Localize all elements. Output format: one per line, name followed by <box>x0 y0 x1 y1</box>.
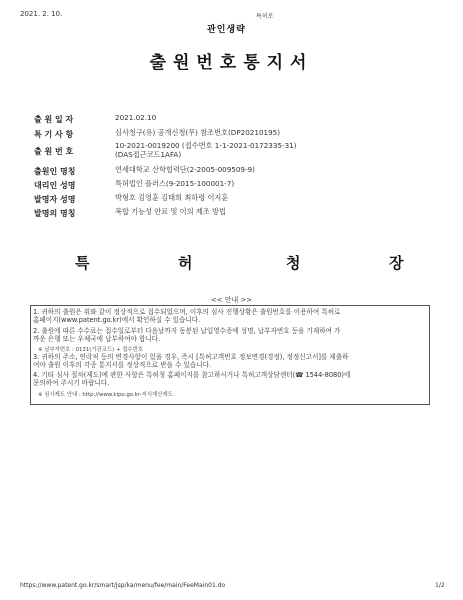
official-seal-omitted-label: 관인생략 <box>207 25 246 35</box>
field-value-agent: 특허법인 플러스(9-2015-100001-7) <box>115 179 235 188</box>
notice-line: 2. 출원에 따른 수수료는 접수일로부터 다음날까지 동봉된 납입영수증에 성명, 납부자번호 등을 기재하여 가 <box>33 327 341 335</box>
field-value-special-notes: 심사청구(유) 공개신청(무) 참조번호(DP20210195) <box>115 128 281 137</box>
field-label-inventors: 발명자 성명 <box>34 195 76 204</box>
authority-char: 장 <box>389 254 404 272</box>
field-value-applicant: 연세대학교 산학협력단(2-2005-009509-9) <box>115 165 255 174</box>
notice-line: 3. 귀하의 주소, 연락처 등의 변경사항이 있을 경우, 즉시 [특허고객번호 정보변경(경정), 정정신고서]를 제출하 <box>33 353 349 361</box>
document-title: 출원번호통지서 <box>149 53 314 73</box>
print-source-tag: 특허로 <box>256 13 274 20</box>
field-value-inventors: 박형호 김영훈 김태희 최하령 이지훈 <box>115 193 229 202</box>
footer-url: https://www.patent.go.kr/smart/jsp/ka/menu/fee/main/FeeMain01.do <box>20 582 226 589</box>
authority-char: 특 <box>75 254 90 272</box>
field-label-filing-date: 출 원 일 자 <box>34 115 74 124</box>
field-label-agent: 대리인 성명 <box>34 181 76 190</box>
notice-subnote: ※ 납부자번호 : 0131(기관코드) + 접수번호 <box>38 347 144 353</box>
field-label-special-notes: 특 기 사 항 <box>34 130 74 139</box>
authority-char: 청 <box>286 254 301 272</box>
notice-line: 여야 출원 이후의 각종 통지서를 정상적으로 받을 수 있습니다. <box>33 361 212 369</box>
field-label-applicant: 출원인 명칭 <box>34 167 76 176</box>
notice-line: 1. 귀하의 출원은 위와 같이 정상적으로 접수되었으며, 이후의 심사 진행상황은 출원번호를 이용하여 특허로 <box>33 308 341 316</box>
page-number: 1/2 <box>435 582 445 589</box>
notice-line: 문의하여 주시기 바랍니다. <box>33 379 110 387</box>
notice-heading: << 안내 >> <box>210 296 253 304</box>
field-value-filing-date: 2021.02.10 <box>115 113 157 122</box>
notice-line: 홈페이지(www.patent.go.kr)에서 확인하실 수 있습니다. <box>33 316 201 324</box>
print-date: 2021. 2. 10. <box>20 10 63 18</box>
field-label-application-number: 출 원 번 호 <box>34 147 74 156</box>
issuing-authority <box>0 252 463 276</box>
field-value-access-code: (DAS접근코드1AFA) <box>115 150 182 159</box>
field-label-invention-title: 발명의 명칭 <box>34 209 76 218</box>
authority-char: 허 <box>178 254 193 272</box>
field-value-invention-title: 복합 기능성 안료 및 이의 제조 방법 <box>115 207 226 216</box>
notice-line: 4. 기타 심사 절차(제도)에 관한 사항은 특허청 홈페이지를 참고하시거나 특허고객상담센터(☎ 1544-8080)에 <box>33 371 351 379</box>
notice-line: 까운 은행 또는 우체국에 납부하여야 합니다. <box>33 335 161 343</box>
notice-subnote: ※ 심사제도 안내 : http://www.kipo.go.kr-지식재산제도 <box>38 392 173 398</box>
field-value-application-number: 10-2021-0019200 (접수번호 1-1-2021-0172335-31) <box>115 141 297 150</box>
